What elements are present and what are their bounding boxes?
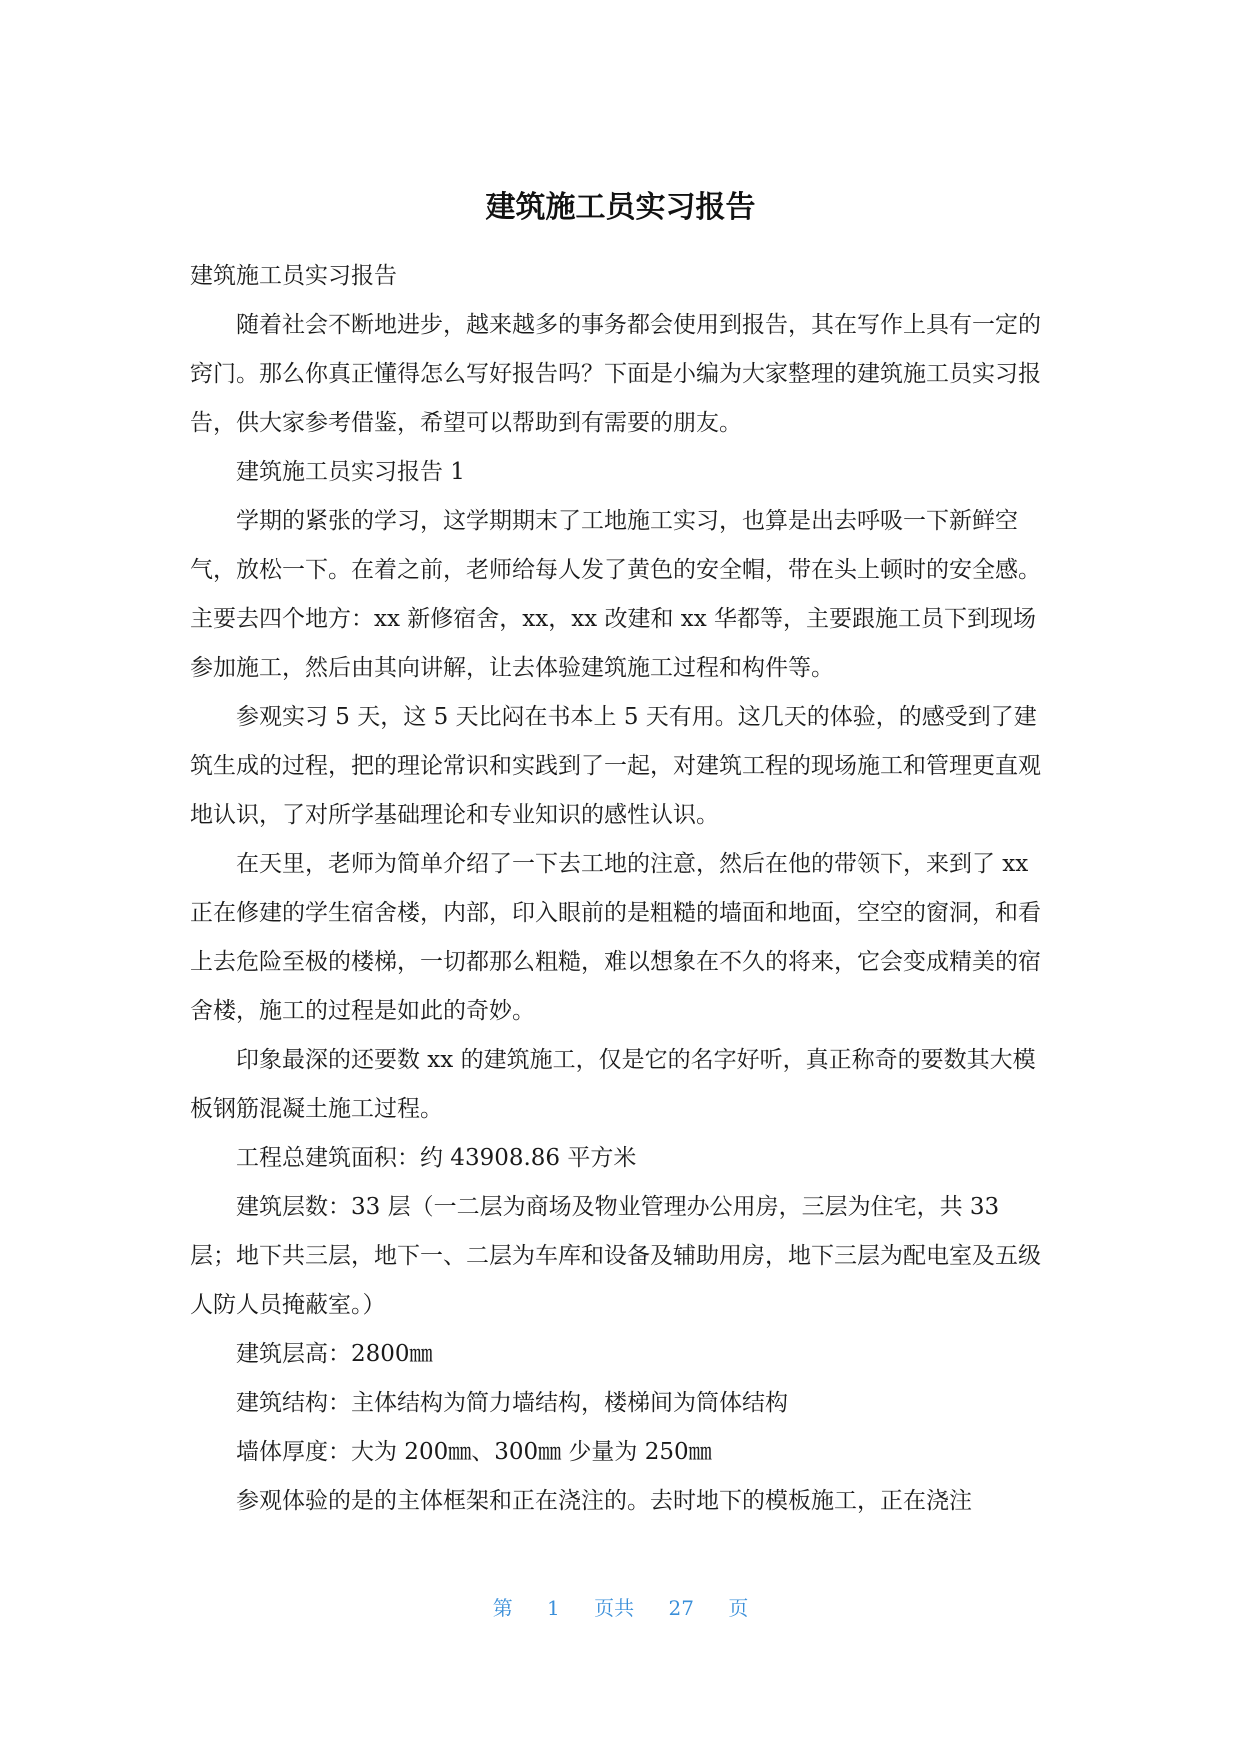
footer-total-pages: 27 bbox=[668, 1596, 694, 1620]
paragraph-floors: 建筑层数：33 层（一二层为商场及物业管理办公用房，三层为住宅，共 33 层；地下共三层，地下一、二层为车库和设备及辅助用房，地下三层为配电室及五级人防人员掩蔽室。） bbox=[190, 1194, 1041, 1318]
paragraph-wall-thickness: 墙体厚度：大为 200㎜、300㎜ 少量为 250㎜ bbox=[236, 1439, 712, 1465]
page-title: 建筑施工员实习报告 bbox=[485, 190, 756, 225]
footer-middle: 页共 bbox=[594, 1596, 635, 1620]
footer-suffix: 页 bbox=[728, 1596, 749, 1620]
paragraph-body: 参观实习 5 天，这 5 天比闷在书本上 5 天有用。这几天的体验，的感受到了建筑生成的过程，把的理论常识和实践到了一起，对建筑工程的现场施工和管理更直观地认识，了对所学基础理论和专业知识的感性认识。 bbox=[190, 704, 1041, 828]
paragraph-intro: 随着社会不断地进步，越来越多的事务都会使用到报告，其在写作上具有一定的窍门。那么你真正懂得怎么写好报告吗？下面是小编为大家整理的建筑施工员实习报告，供大家参考借鉴，希望可以帮助到有需要的朋友。 bbox=[190, 312, 1041, 436]
document-body bbox=[190, 252, 1048, 1526]
paragraph-structure: 建筑结构：主体结构为简力墙结构，楼梯间为筒体结构 bbox=[236, 1390, 788, 1416]
footer-prefix: 第 bbox=[492, 1596, 513, 1620]
paragraph-body: 在天里，老师为简单介绍了一下去工地的注意，然后在他的带领下，来到了 xx 正在修建的学生宿舍楼，内部，印入眼前的是粗糙的墙面和地面，空空的窗洞，和看上去危险至极的楼梯，一切都那么粗糙，难以想象在不久的将来，它会变成精美的宿舍楼，施工的过程是如此的奇妙。 bbox=[190, 851, 1041, 1024]
paragraph-section-heading: 建筑施工员实习报告 1 bbox=[236, 459, 465, 485]
paragraph-floor-height: 建筑层高：2800㎜ bbox=[236, 1341, 433, 1367]
paragraph-body: 印象最深的还要数 xx 的建筑施工，仅是它的名字好听，真正称奇的要数其大模板钢筋混凝土施工过程。 bbox=[190, 1047, 1036, 1122]
paragraph-subtitle: 建筑施工员实习报告 bbox=[190, 263, 397, 289]
paragraph-area: 工程总建筑面积：约 43908.86 平方米 bbox=[236, 1145, 637, 1171]
paragraph-body: 学期的紧张的学习，这学期期末了工地施工实习，也算是出去呼吸一下新鲜空气，放松一下。在着之前，老师给每人发了黄色的安全帽，带在头上顿时的安全感。主要去四个地方：xx 新修宿舍，xx，xx 改建和 xx 华都等，主要跟施工员下到现场参加施工，然后由其向讲解，让去体验建筑施工过程和构件等。 bbox=[190, 508, 1041, 681]
paragraph-body: 参观体验的是的主体框架和正在浇注的。去时地下的模板施工，正在浇注 bbox=[236, 1488, 972, 1514]
footer-page-number: 1 bbox=[547, 1596, 560, 1620]
page-footer bbox=[0, 1593, 1241, 1623]
